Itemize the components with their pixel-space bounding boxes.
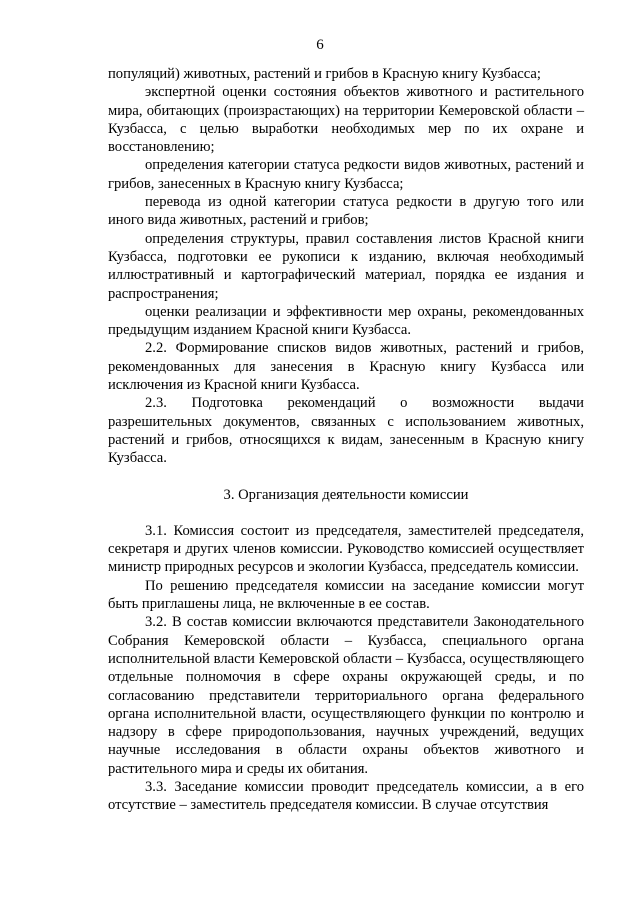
paragraph-2-2: 2.2. Формирование списков видов животных, растений и грибов, рекомендованных для занесения в Красную книгу Кузбасса или исключения из Красной книги Кузбасса. — [108, 340, 584, 394]
list-item-structure-definition: определения структуры, правил составления листов Красной книги Кузбасса, подготовки ее рукописи к изданию, включая необходимый иллюстративный и картографический материал, порядка ее издания и распространения; — [108, 230, 584, 302]
list-item-expert-assessment: экспертной оценки состояния объектов животного и растительного мира, обитающих (произрастающих) на территории Кемеровской области – Кузбасса, с целью выработки необходимых мер по их охране и восстановлению; — [108, 84, 584, 156]
section-heading: 3. Организация деятельности комиссии — [223, 486, 469, 503]
paragraph-3-1: 3.1. Комиссия состоит из председателя, заместителей председателя, секретаря и других членов комиссии. Руководство комиссией осуществляет министр природных ресурсов и экологии Кузбасса, председатель комиссии. — [108, 522, 584, 576]
list-item-category-transfer: перевода из одной категории статуса редкости в другую того или иного вида животных, растений и грибов; — [108, 194, 584, 229]
page-number: 6 — [316, 37, 324, 53]
paragraph-3-2: 3.2. В состав комиссии включаются представители Законодательного Собрания Кемеровской области – Кузбасса, специального органа исполнительной власти Кемеровской области – Кузбасса, осуществляющего отдельные полномочия в сфере охраны окружающей среды, и по согласованию представители территориального органа федерального органа исполнительной власти, осуществляющего функции по контролю и надзору в сфере природопользования, научных учреждений, ведущих научные исследования в области охраны объектов животного и растительного мира и среды их обитания. — [108, 614, 584, 777]
list-item-category-definition: определения категории статуса редкости видов животных, растений и грибов, занесенных в Красную книгу Кузбасса; — [108, 157, 584, 192]
paragraph-2-3: 2.3. Подготовка рекомендаций о возможности выдачи разрешительных документов, связанных с использованием животных, растений и грибов, относящихся к видам, занесенным в Красную книгу Кузбасса. — [108, 395, 584, 467]
paragraph-3-3: 3.3. Заседание комиссии проводит председатель комиссии, а в его отсутствие – заместитель председателя комиссии. В случае отсутствия — [108, 778, 584, 814]
document-body — [108, 65, 584, 815]
paragraph-continuation: популяций) животных, растений и грибов в Красную книгу Кузбасса; — [108, 66, 541, 82]
paragraph-invited-persons: По решению председателя комиссии на заседание комиссии могут быть приглашены лица, не включенные в ее состав. — [108, 577, 584, 613]
list-item-measures-evaluation: оценки реализации и эффективности мер охраны, рекомендованных предыдущим изданием Красной книги Кузбасса. — [108, 303, 584, 339]
